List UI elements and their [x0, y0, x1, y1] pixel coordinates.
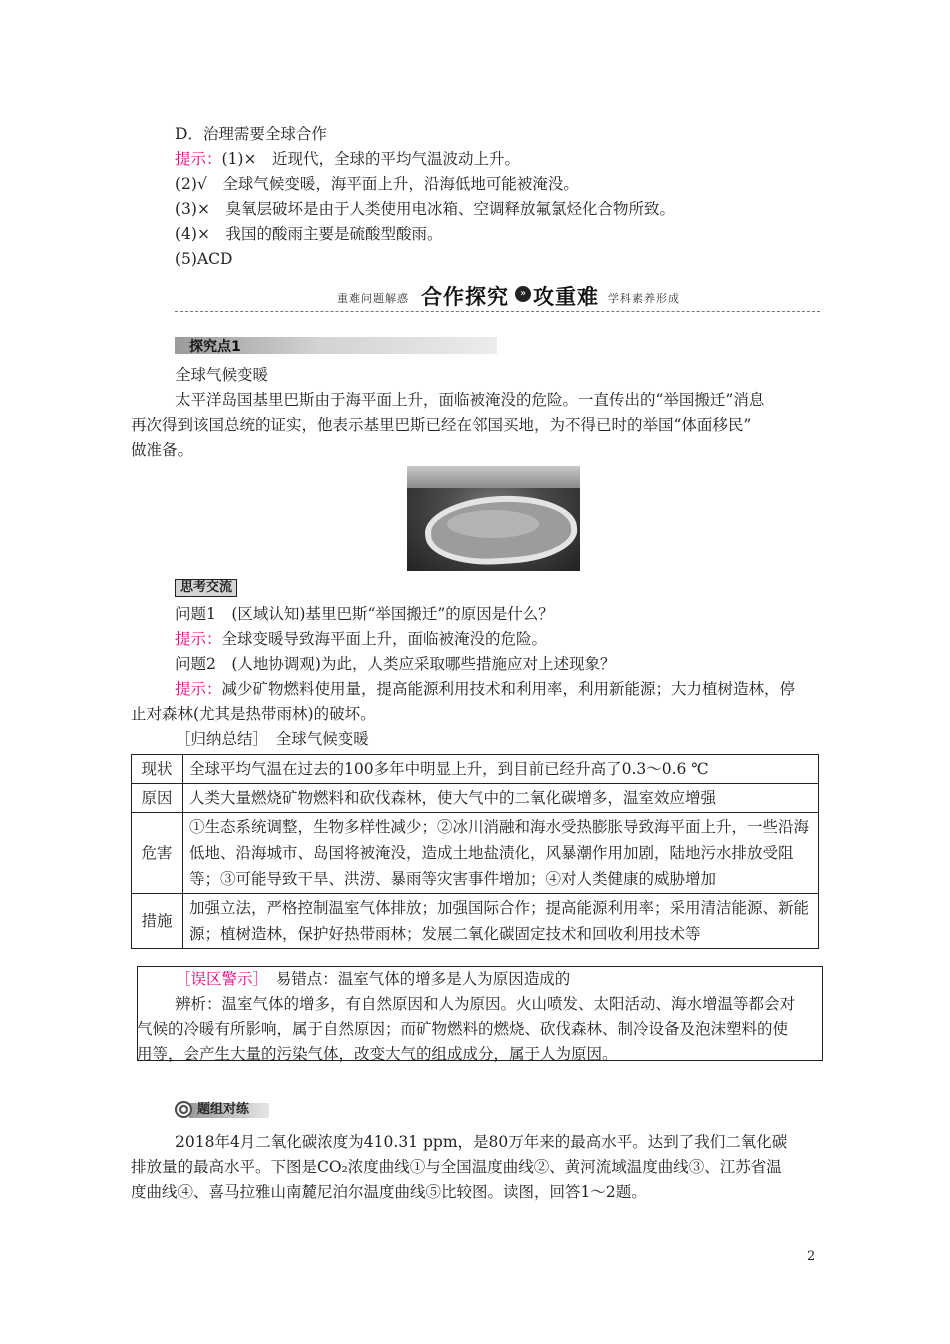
q1-hint-text: 全球变暖导致海平面上升，面临被淹没的危险。: [221, 630, 548, 648]
table-row: [132, 755, 819, 784]
row-head: 现状: [132, 755, 183, 784]
summary-title: ［归纳总结］ 全球气候变暖: [175, 730, 369, 748]
intro-line-1: 太平洋岛国基里巴斯由于海平面上升，面临被淹没的危险。一直传出的“举国搬迁”消息: [175, 391, 765, 409]
banner-main-a: 合作探究: [421, 285, 509, 309]
section-tag: [175, 337, 497, 354]
row-text: ①生态系统调整，生物多样性减少；②冰川消融和海水受热膨胀导致海平面上升，一些沿海低地、沿海城市、岛国将被淹没，造成土地盐渍化，风暴潮作用加剧，陆地污水排放受阻等；③可能导致干旱、洪涝、暴雨等灾害事件增加；④对人类健康的威胁增加: [183, 813, 819, 894]
banner-main-b: 攻重难: [533, 285, 599, 309]
question-1-hint: [175, 628, 547, 650]
warning-heading: [175, 968, 570, 990]
practice-label: 题组对练: [197, 1102, 250, 1117]
banner-left-text: 重难问题解惑: [337, 292, 409, 305]
photo-sky: [407, 466, 580, 488]
warning-label: ［误区警示］: [175, 970, 261, 988]
practice-line-1: 2018年4月二氧化碳浓度为410.31 ppm，是80万年来的最高水平。达到了我们二氧化碳: [175, 1133, 788, 1151]
practice-line-2: 排放量的最高水平。下图是CO₂浓度曲线①与全国温度曲线②、黄河流域温度曲线③、江苏省温: [131, 1158, 782, 1176]
q2-hint-label: 提示：: [175, 680, 222, 698]
chevron-right-icon: »: [515, 286, 531, 302]
row-head: 措施: [132, 894, 183, 949]
banner-right-text: 学科素养形成: [608, 292, 680, 305]
warning-line-1: 辨析：温室气体的增多，有自然原因和人为原因。火山喷发、太阳活动、海水增温等都会对: [175, 995, 796, 1013]
hint-line-4: (4)× 我国的酸雨主要是硫酸型酸雨。: [175, 225, 443, 243]
target-icon: [175, 1101, 192, 1118]
hint-1-text: (1)× 近现代，全球的平均气温波动上升。: [221, 150, 520, 168]
practice-line-3: 度曲线④、喜马拉雅山南麓尼泊尔温度曲线⑤比较图。读图，回答1～2题。: [131, 1183, 647, 1201]
hint-label: 提示：: [175, 150, 222, 168]
hint-line-5: (5)ACD: [175, 250, 233, 268]
intro-line-3: 做准备。: [131, 441, 194, 459]
summary-table: [131, 754, 819, 949]
hint-line-1: [175, 148, 520, 170]
warning-title: 易错点：温室气体的增多是人为原因造成的: [260, 970, 571, 988]
photo-lagoon: [447, 510, 539, 538]
question-2-hint: [175, 678, 795, 700]
question-1: 问题1 (区域认知)基里巴斯“举国搬迁”的原因是什么？: [175, 605, 554, 623]
warning-line-2: 气候的冷暖有所影响，属于自然原因；而矿物燃料的燃烧、砍伐森林、制冷设备及泡沫塑料的使: [137, 1020, 789, 1038]
q1-hint-label: 提示：: [175, 630, 222, 648]
row-head: 原因: [132, 784, 183, 813]
atoll-photo: [407, 466, 580, 571]
think-label: 思考交流: [175, 579, 237, 597]
hint-line-3: (3)× 臭氧层破坏是由于人类使用电冰箱、空调释放氟氯烃化合物所致。: [175, 200, 675, 218]
banner-rule: [175, 311, 820, 312]
row-text: 人类大量燃烧矿物燃料和砍伐森林，使大气中的二氧化碳增多，温室效应增强: [183, 784, 819, 813]
hint-line-2: (2)√ 全球气候变暖，海平面上升，沿海低地可能被淹没。: [175, 175, 579, 193]
table-row: [132, 813, 819, 894]
practice-tag: [175, 1100, 271, 1120]
row-head: 危害: [132, 813, 183, 894]
intro-line-2: 再次得到该国总统的证实，他表示基里巴斯已经在邻国买地，为不得已时的举国“体面移民”: [131, 416, 752, 434]
row-text: 加强立法，严格控制温室气体排放；加强国际合作；提高能源利用率；采用清洁能源、新能源；植树造林，保护好热带雨林；发展二氧化碳固定技术和回收利用技术等: [183, 894, 819, 949]
row-text: 全球平均气温在过去的100多年中明显上升，到目前已经升高了0.3～0.6 ℃: [183, 755, 819, 784]
section-title: 全球气候变暖: [175, 366, 269, 384]
question-2: 问题2 (人地协调观)为此，人类应采取哪些措施应对上述现象？: [175, 655, 616, 673]
page-number: 2: [807, 1249, 816, 1264]
question-2-hint-cont: 止对森林(尤其是热带雨林)的破坏。: [131, 705, 376, 723]
warning-line-3: 用等，会产生大量的污染气体，改变大气的组成成分，属于人为原因。: [137, 1045, 618, 1063]
q2-hint-text: 减少矿物燃料使用量，提高能源利用技术和利用率，利用新能源；大力植树造林，停: [221, 680, 796, 698]
section-tag-label: 探究点1: [189, 339, 241, 355]
section-banner: [175, 278, 820, 312]
table-row: [132, 894, 819, 949]
table-row: [132, 784, 819, 813]
option-d: D．治理需要全球合作: [175, 125, 327, 143]
